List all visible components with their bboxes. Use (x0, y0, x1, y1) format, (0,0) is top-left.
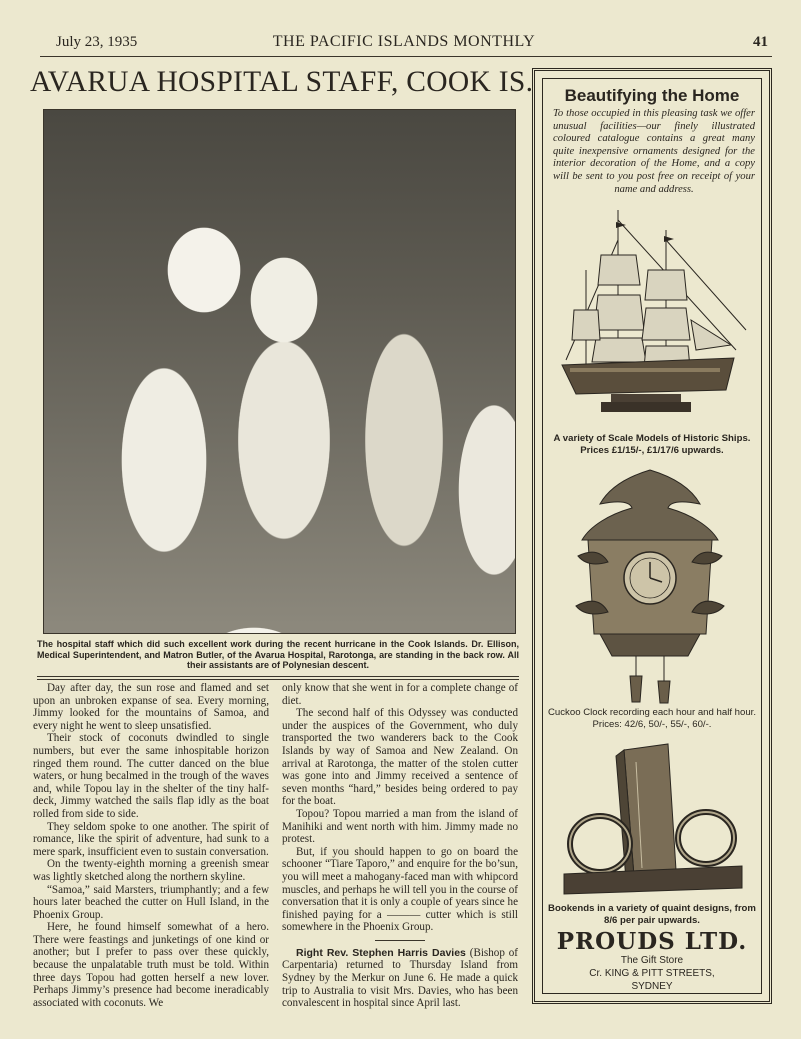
staff-photograph (43, 109, 516, 634)
running-header (40, 30, 768, 56)
ship-caption-line-1: A variety of Scale Models of Historic Ships. (553, 433, 751, 444)
paragraph: The second half of this Odyssey was conducted under the auspices of the Government, who duly transported the two wanderers back to the Cook Islands by way of Samoa and New Zealand. On arrival at Rarotonga, the matter of the stolen cutter was gone into and Jimmy received a sentence of seven months “hard,” besides being ordered to pay for the boat. (282, 707, 518, 808)
caption-rule-thin (37, 679, 519, 680)
publication-title: THE PACIFIC ISLANDS MONTHLY (272, 33, 536, 50)
bookends-caption-text: Bookends in a variety of quaint designs, from 8/6 per pair upwards. (548, 903, 756, 926)
item-divider (375, 940, 425, 941)
clock-caption (542, 707, 762, 730)
photo-caption: The hospital staff which did such excellent work during the recent hurricane in the Cook Islands. Dr. Ellison, Medical Superintendent, and Matron Butler, of the Avarua Hospital, Rarotonga, are standing in the back row. All their assistants are of Polynesian descent. (37, 639, 519, 670)
story-column-2 (282, 682, 518, 1010)
store-address: Cr. KING & PITT STREETS, (589, 968, 715, 979)
clock-caption-prices: Prices: 42/6, 50/-, 55/-, 60/-. (592, 718, 712, 730)
bishop-text: (Bishop of Carpentaria) returned to Thursday Island from Sydney by the Merkur on June 6. He made a quick trip to Australia to visit Mrs. Davies, who has been convalescent in hospital since April last. (282, 946, 518, 1010)
bishop-name: Right Rev. Stephen Harris Davies (296, 946, 466, 959)
clock-caption-line-1: Cuckoo Clock recording each hour and half hour. (548, 707, 756, 718)
page-number: 41 (753, 34, 768, 50)
paragraph: But, if you should happen to go on board the schooner “Tiare Taporo,” and enquire for the bo’sun, you will meet a mahogany-faced man with whipcord muscles, and perhaps he will tell you in the course of conversation that it is only a couple of years since he finished paying for a ——— cutter which is still somewhere in the Phoenix Group. (282, 845, 518, 934)
paragraph: “Samoa,” said Marsters, triumphantly; and a few hours later beached the cutter on Hull Island, in the Phoenix Group. (33, 883, 269, 921)
cuckoo-clock-illustration (570, 466, 730, 706)
paragraph-continued: only know that she went in for a complete change of diet. (282, 682, 518, 707)
paragraph: On the twenty-eighth morning a greenish smear was lightly sketched along the northern skyline. (33, 858, 269, 883)
ad-intro: To those occupied in this pleasing task we offer unusual facilities—our finely illustrated coloured catalogue contains a great many quite inexpensive ornaments designed for the interior decoration of the Home, and a copy will be sent to you post free on receipt of your name and address. (553, 108, 755, 195)
caption-rule (37, 676, 519, 677)
header-rule (40, 56, 772, 57)
issue-date: July 23, 1935 (56, 34, 138, 50)
paragraph: Here, he found himself somewhat of a hero. There were feastings and junketings of one kind or another; but I prefer to pass over these quickly, because the unpalatable truth must be told. Within three days Topou had gotten herself a new lover. Perhaps Jimmy’s presence had become ineradicably associated with coconuts. We (33, 921, 269, 1009)
ad-title: Beautifying the Home (564, 86, 740, 105)
brand-logo: PROUDS LTD. (556, 928, 748, 955)
bishop-news-item (282, 947, 518, 1010)
paragraph: Topou? Topou married a man from the island of Manihiki and went north with him. Jimmy made no protest. (282, 807, 518, 846)
story-column-1 (33, 682, 269, 1009)
store-tagline: The Gift Store (620, 955, 684, 966)
store-details (542, 954, 762, 993)
paragraph: Day after day, the sun rose and flamed and set upon an unbroken expanse of sea. Every morning, Jimmy looked for the mountains of Samoa, and every night he went to sleep unsatisfied. (33, 682, 269, 732)
store-city: SYDNEY (631, 981, 673, 992)
ship-caption (542, 433, 762, 456)
ship-model-illustration (556, 200, 752, 430)
bookends-caption (542, 903, 762, 926)
article-headline: AVARUA HOSPITAL STAFF, COOK IS. (30, 66, 534, 98)
paragraph: Their stock of coconuts dwindled to single numbers, but ever the same inhospitable horizon ringed them round. The cutter danced on the blue waters, or hung becalmed in the trough of the waves and, while Topou lay in the shelter of the tiny half-deck, Jimmy watched the sails flap idly as the boat rolled from side to side. (33, 732, 269, 820)
ship-caption-prices: Prices £1/15/-, £1/17/6 upwards. (580, 444, 724, 456)
paragraph: They seldom spoke to one another. The spirit of romance, like the spirit of adventure, had sunk to a mere spark, insufficient even to sustain conversation. (33, 820, 269, 858)
bookends-illustration (556, 742, 752, 902)
